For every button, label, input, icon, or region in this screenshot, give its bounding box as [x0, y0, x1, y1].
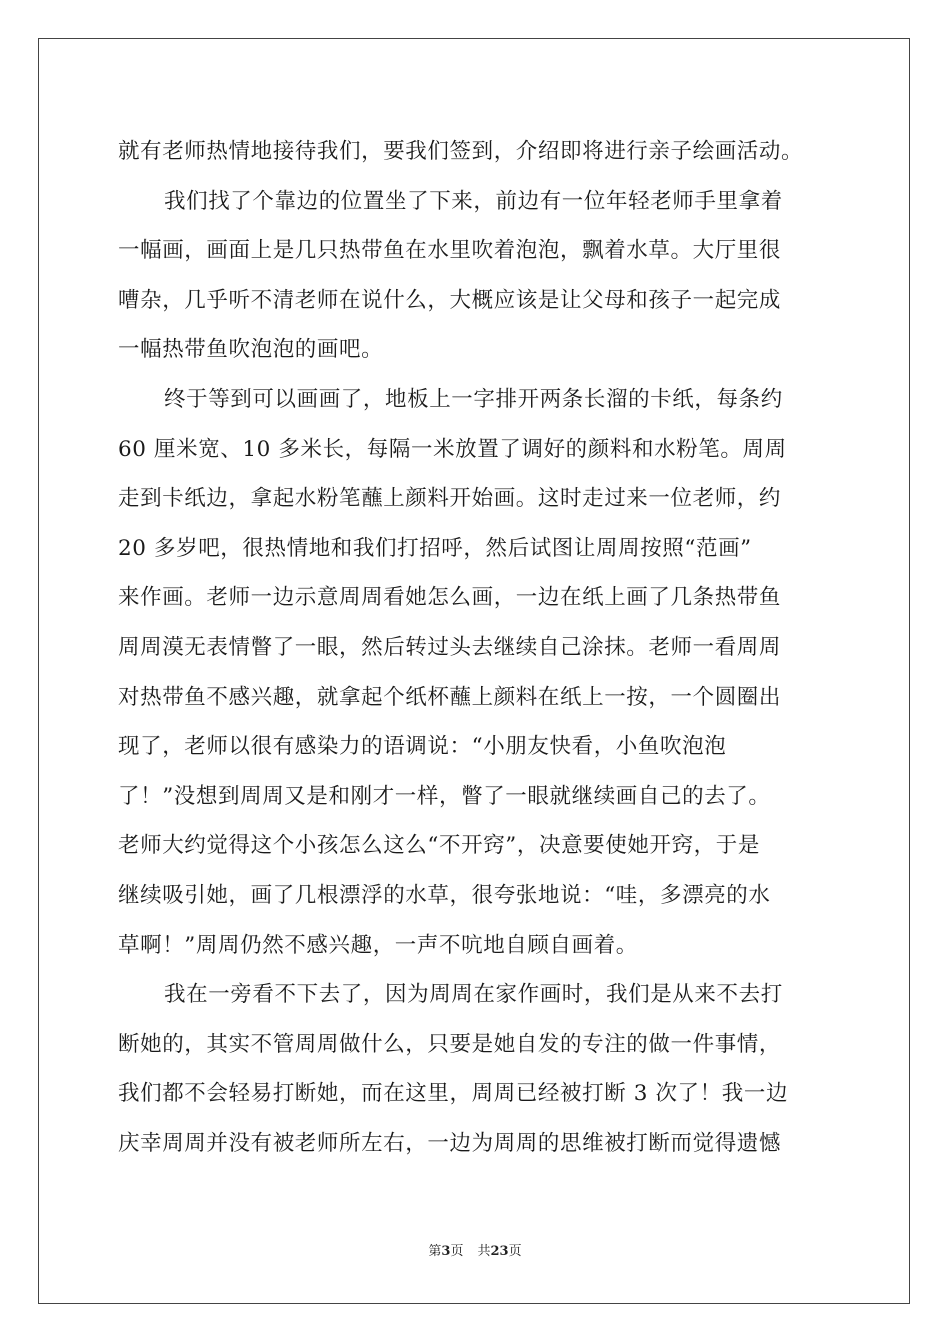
text-line: 走到卡纸边，拿起水粉笔蘸上颜料开始画。这时走过来一位老师，约	[118, 486, 782, 512]
text-line: 来作画。老师一边示意周周看她怎么画，一边在纸上画了几条热带鱼	[118, 585, 782, 611]
total-suffix: 页	[508, 1244, 522, 1259]
page-suffix: 页	[450, 1244, 464, 1259]
document-body	[118, 127, 838, 1168]
page-prefix: 第	[428, 1244, 442, 1259]
text-line: 对热带鱼不感兴趣，就拿起个纸杯蘸上颜料在纸上一按，一个圆圈出	[118, 684, 782, 710]
text-line: 一幅画，画面上是几只热带鱼在水里吹着泡泡，飘着水草。大厅里很	[118, 238, 782, 264]
text-line: 我们找了个靠边的位置坐了下来，前边有一位年轻老师手里拿着	[164, 188, 783, 214]
text-line: 草啊！”周周仍然不感兴趣，一声不吭地自顾自画着。	[118, 932, 638, 958]
text-line: 周周漠无表情瞥了一眼，然后转过头去继续自己涂抹。老师一看周周	[118, 634, 782, 660]
text-line: 庆幸周周并没有被老师所左右，一边为周周的思维被打断而觉得遗憾	[118, 1130, 782, 1156]
total-pages: 23	[490, 1244, 509, 1259]
text-line: 终于等到可以画画了，地板上一字排开两条长溜的卡纸，每条约	[164, 386, 783, 412]
text-line: 嘈杂，几乎听不清老师在说什么，大概应该是让父母和孩子一起完成	[118, 287, 782, 313]
text-line: 继续吸引她，画了几根漂浮的水草，很夸张地说：“哇，多漂亮的水	[118, 882, 771, 908]
text-line: 我们都不会轻易打断她，而在这里，周周已经被打断 3 次了！我一边	[118, 1081, 789, 1107]
page-number: 3	[441, 1244, 451, 1259]
text-line: 20 多岁吧，很热情地和我们打招呼，然后试图让周周按照“范画”	[118, 535, 752, 561]
text-line: 断她的，其实不管周周做什么，只要是她自发的专注的做一件事情，	[118, 1031, 782, 1057]
text-line: 了！”没想到周周又是和刚才一样，瞥了一眼就继续画自己的去了。	[118, 783, 771, 809]
page-footer	[0, 1240, 950, 1259]
text-line: 老师大约觉得这个小孩怎么这么“不开窍”，决意要使她开窍，于是	[118, 833, 760, 859]
text-line: 一幅热带鱼吹泡泡的画吧。	[118, 337, 384, 363]
total-prefix: 共	[477, 1244, 491, 1259]
text-line: 我在一旁看不下去了，因为周周在家作画时，我们是从来不去打	[164, 982, 783, 1008]
text-line: 现了，老师以很有感染力的语调说：“小朋友快看，小鱼吹泡泡	[118, 734, 727, 760]
text-line: 60 厘米宽、10 多米长，每隔一米放置了调好的颜料和水粉笔。周周	[118, 436, 787, 462]
text-line: 就有老师热情地接待我们，要我们签到，介绍即将进行亲子绘画活动。	[118, 139, 804, 164]
